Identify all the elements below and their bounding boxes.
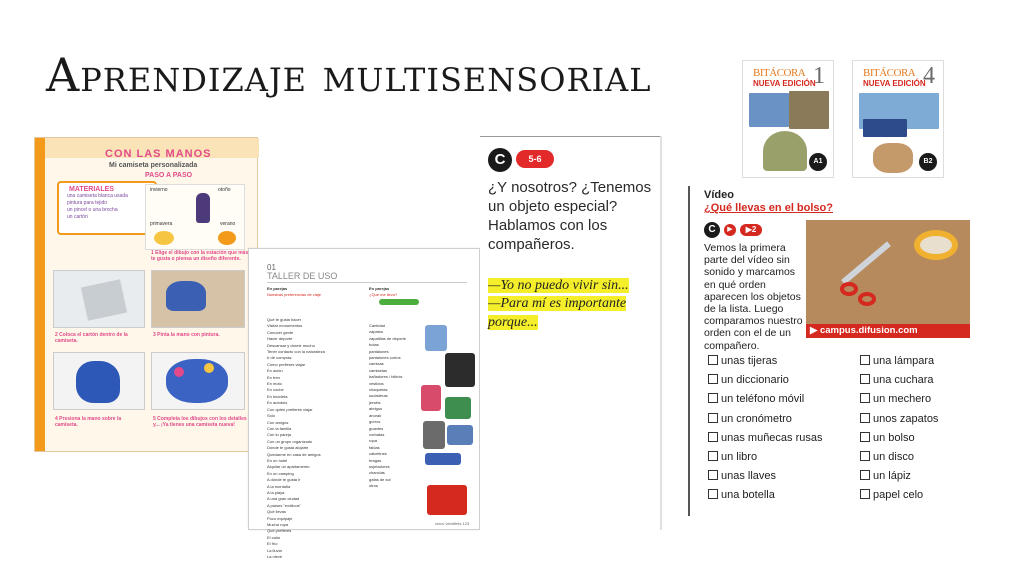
- list-item-label: unas muñecas rusas: [721, 431, 823, 444]
- materials-title: MATERIALES: [69, 186, 114, 193]
- objects-list-right: [860, 352, 938, 506]
- step-caption: 5 Completa los dibujos con los detalles y... ¡Ya tienes una camiseta nueva!: [153, 416, 247, 428]
- list-item-label: pantalones cortos: [369, 355, 401, 361]
- list-item-label: camisetas: [369, 367, 388, 373]
- speech-panel: [480, 136, 664, 530]
- list-item-label: A la montaña: [267, 483, 291, 489]
- activity-badge: 5-6: [516, 150, 554, 168]
- list-item-label: una cuchara: [873, 374, 934, 387]
- materials-item: pintura para tejido: [67, 200, 108, 206]
- dress-image: [421, 385, 441, 411]
- step-photo-tree: [151, 352, 245, 410]
- list-item: [267, 554, 325, 560]
- gloves-image: [425, 453, 461, 465]
- list-item-label: Con amigos: [267, 419, 289, 425]
- video-description: Vemos la primera parte del vídeo sin sonido y marcamos en qué orden aparecen los objetos de la lista. Luego comparamos nuestro orden con el de un compañero.: [704, 242, 803, 352]
- step-caption: 4 Presiona la mano sobre la camiseta.: [55, 416, 122, 428]
- list-item[interactable]: [708, 410, 823, 429]
- checkbox[interactable]: [708, 393, 718, 403]
- coat-image: [423, 421, 445, 449]
- suitcase-image: [427, 485, 467, 515]
- shirt-image: [425, 325, 447, 351]
- step-caption: 2 Coloca el cartón dentro de la camiseta.: [55, 332, 128, 344]
- list-item-label: zapatos: [369, 329, 384, 335]
- status-badge: [379, 299, 419, 305]
- checkbox[interactable]: [860, 432, 870, 442]
- list-item-label: Qué llevas: [267, 509, 286, 515]
- list-item-label: Conocer gente: [267, 329, 294, 335]
- checkbox[interactable]: [708, 432, 718, 442]
- step-caption: 3 Pinta la mano con pintura.: [153, 332, 220, 338]
- cover-edition: NUEVA EDICIÓN: [863, 79, 926, 88]
- list-item-label: En un camping: [267, 470, 294, 476]
- craft-subheading: Mi camiseta personalizada: [109, 162, 198, 169]
- list-item-label: Con quién prefieres viajar: [267, 406, 313, 412]
- list-item-label: En tren: [267, 374, 280, 380]
- list-item-label: bragas: [369, 457, 382, 463]
- video-panel: [688, 186, 978, 516]
- list-item-label: chanclas: [369, 470, 385, 476]
- list-item-label: papel celo: [873, 489, 924, 502]
- list-item-label: Quedarme en casa de amigos: [267, 451, 321, 457]
- list-item-label: un mechero: [873, 393, 932, 406]
- list-item-label: gorros: [369, 419, 381, 425]
- list-item[interactable]: [860, 448, 938, 467]
- list-item-label: En moto: [267, 381, 282, 387]
- list-item-label: camisas: [369, 361, 384, 367]
- jacket-image: [445, 353, 475, 387]
- list-item-label: Qué prefieres: [267, 528, 292, 534]
- checkbox[interactable]: [708, 374, 718, 384]
- speech-answer-2: —Para mí es importante porque...: [488, 296, 627, 330]
- list-item-label: El calor: [267, 534, 281, 540]
- list-item-label: ropa: [369, 438, 378, 444]
- objects-list-left: [708, 352, 823, 506]
- jeans-image: [447, 425, 473, 445]
- list-item-label: En bicicleta: [267, 393, 288, 399]
- book-cover-a1: [742, 60, 834, 178]
- activity-badge: ▶2: [740, 224, 762, 236]
- list-item-label: El frío: [267, 541, 278, 547]
- list-item[interactable]: [708, 467, 823, 486]
- list-item[interactable]: [860, 429, 938, 448]
- checkbox[interactable]: [708, 470, 718, 480]
- steps-title: PASO A PASO: [145, 172, 193, 179]
- craft-heading: CON LAS MANOS: [105, 148, 212, 160]
- materials-item: una camiseta blanca usada: [67, 193, 128, 199]
- list-item-label: Qué te gusta hacer: [267, 317, 302, 322]
- materials-item: un pincel o una brocha: [67, 207, 118, 213]
- list-item[interactable]: [708, 352, 823, 371]
- list-item[interactable]: [860, 410, 938, 429]
- list-item-label: En coche: [267, 387, 284, 393]
- workbook-footer: cinco veintitrés 123: [435, 521, 470, 526]
- checkbox[interactable]: [860, 393, 870, 403]
- list-item: [369, 483, 406, 489]
- list-item-label: Dónde te gusta alojarte: [267, 445, 309, 451]
- list-item-label: sujetadores: [369, 463, 390, 469]
- list-item-label: chaquetas: [369, 387, 388, 393]
- list-item-label: unas llaves: [721, 470, 777, 483]
- list-item-label: Cantidad: [369, 323, 386, 328]
- list-item[interactable]: [708, 371, 823, 390]
- checkbox[interactable]: [708, 413, 718, 423]
- list-item[interactable]: [708, 390, 823, 409]
- cover-title: BITÁCORA: [863, 67, 916, 79]
- flower-icon: [154, 231, 174, 245]
- level-badge: B2: [919, 153, 937, 171]
- cover-edition: NUEVA EDICIÓN: [753, 79, 816, 88]
- workbook-title: TALLER DE USO: [267, 271, 338, 281]
- cover-title: BITÁCORA: [753, 67, 806, 79]
- materials-item: un cartón: [67, 214, 88, 220]
- step-photo-cardboard: [53, 270, 145, 328]
- list-item-label: Con un grupo organizado: [267, 438, 313, 444]
- list-item-label: A la playa: [267, 489, 285, 495]
- list-item-label: un teléfono móvil: [721, 393, 805, 406]
- book-cover-b2: [852, 60, 944, 178]
- checkbox[interactable]: [708, 355, 718, 365]
- workbook-number: 01: [267, 263, 276, 272]
- clothes-list: [369, 323, 406, 490]
- craft-page-image: [34, 137, 258, 452]
- checkbox[interactable]: [860, 413, 870, 423]
- list-item-label: un disco: [873, 451, 914, 464]
- level-badge: A1: [809, 153, 827, 171]
- scissors-tape-photo: [806, 220, 970, 338]
- step-photo-paint: [151, 270, 245, 328]
- list-item-label: En autobús: [267, 400, 288, 406]
- list-item-label: En un hotel: [267, 457, 288, 463]
- list-item-label: pantalones: [369, 348, 389, 354]
- video-label: Vídeo: [704, 189, 734, 201]
- cover-number: 1: [813, 63, 825, 89]
- list-item-label: un cronómetro: [721, 412, 792, 425]
- list-item-label: vestidos: [369, 380, 384, 386]
- checkbox[interactable]: [860, 451, 870, 461]
- list-item-label: guantes: [369, 425, 384, 431]
- list-item-label: Cómo prefieres viajar: [267, 361, 306, 367]
- checkbox[interactable]: [708, 489, 718, 499]
- list-item-label: botas: [369, 342, 379, 348]
- campus-link[interactable]: ▶ campus.difusion.com: [806, 324, 970, 338]
- list-item-label: una lámpara: [873, 355, 935, 367]
- list-item-label: sudaderas: [369, 393, 388, 399]
- list-item-label: una botella: [721, 489, 775, 502]
- list-item-label: jerséis: [369, 399, 381, 405]
- list-item-label: La nieve: [267, 554, 283, 560]
- list-item-label: un bolso: [873, 431, 915, 444]
- c-marker: C: [704, 222, 720, 238]
- list-item-label: A países "exóticos": [267, 502, 301, 508]
- materials-box: [57, 181, 157, 235]
- list-item-label: abrigos: [369, 406, 383, 412]
- list-item-label: faldas: [369, 444, 380, 450]
- hat-image: [445, 397, 471, 419]
- checkbox[interactable]: [860, 355, 870, 365]
- list-item-label: un lápiz: [873, 470, 911, 483]
- list-item[interactable]: [860, 371, 938, 390]
- list-item-label: Mucha ropa: [267, 522, 289, 527]
- checkbox[interactable]: [860, 489, 870, 499]
- tape-icon: [914, 230, 958, 260]
- video-question: ¿Qué llevas en el bolso?: [704, 202, 833, 214]
- checkbox[interactable]: [860, 470, 870, 480]
- list-item-label: calcetines: [369, 451, 387, 457]
- list-item-label: A dónde te gusta ir: [267, 477, 301, 483]
- scissors-icon: [841, 241, 891, 284]
- checkbox[interactable]: [860, 374, 870, 384]
- c-marker: C: [488, 148, 512, 172]
- list-item-label: anorak: [369, 412, 382, 418]
- list-item-label: unos zapatos: [873, 412, 939, 425]
- list-item[interactable]: [708, 448, 823, 467]
- list-item-label: En avión: [267, 368, 283, 374]
- speech-question: ¿Y nosotros? ¿Tenemos un objeto especial? Hablamos con los compañeros.: [488, 179, 652, 253]
- list-item-label: otros: [369, 483, 378, 489]
- workbook-page-image: 01 TALLER DE USO En parejas Nuestras preferencias de viaje En parejas ¿Qué me llevo? Qué te gusta hacer Visitar monumentos Conocer gente Hacer deporte Descansar y dormir mucho Tener contacto con la naturaleza Ir de compras Cómo prefieres viajar En avión En tren En moto En coche En bicicleta En autobús Con quién prefieres viajar Solo Con amigos Con la familia Con tu pareja Con un grupo organizado Dónde te gusta alojarte Quedarme en casa de amigos En un hotel Alquilar un apartamento En un camping A dónde te gusta ir A la montaña A la playa A una gran ciudad A países "exóticos" Qué llevas Poco equipaje Mucha ropa Qué prefieres El calor El frío La lluvia La nieve Cantidad zapatos zapatillas de deporte botas pantalones pantalones cortos camisas camisetas bañadores / bikinis vestidos chaquetas sudaderas jerséis abrigos anorak gorros guantes corbatas ropa faldas calcetines bragas sujetadores chanclas gafas de sol otros cinco veintitrés 123: [248, 248, 480, 530]
- list-item-label: Descansar y dormir mucho: [267, 342, 315, 348]
- step-photo-handprint: [53, 352, 145, 410]
- list-item-label: Con tu pareja: [267, 432, 292, 438]
- play-icon: ▶: [724, 224, 736, 236]
- list-item[interactable]: [708, 486, 823, 505]
- list-item[interactable]: [860, 352, 938, 371]
- list-item[interactable]: [708, 429, 823, 448]
- list-item[interactable]: [860, 486, 938, 505]
- list-item-label: un libro: [721, 451, 758, 464]
- hand-icon: [196, 193, 210, 223]
- list-item-label: Ir de compras: [267, 355, 292, 361]
- list-item-label: bañadores / bikinis: [369, 374, 403, 380]
- list-item[interactable]: [860, 467, 938, 486]
- sun-icon: [218, 231, 236, 245]
- list-item-label: Con la familia: [267, 425, 292, 431]
- list-item-label: gafas de sol: [369, 476, 391, 482]
- list-item-label: Alquilar un apartamento: [267, 464, 310, 470]
- list-item-label: La lluvia: [267, 547, 282, 553]
- list-item-label: Solo: [267, 413, 276, 419]
- list-item[interactable]: [860, 390, 938, 409]
- list-item-label: unas tijeras: [721, 355, 778, 367]
- preferences-list: [267, 317, 325, 560]
- list-item-label: Hacer deporte: [267, 336, 293, 342]
- list-item-label: Visitar monumentos: [267, 323, 303, 329]
- list-item-label: un diccionario: [721, 374, 789, 387]
- list-item-label: corbatas: [369, 431, 385, 437]
- list-item-label: zapatillas de deporte: [369, 335, 406, 341]
- list-item-label: A una gran ciudad: [267, 496, 300, 502]
- cover-number: 4: [923, 63, 935, 89]
- slide-title: Aprendizaje multisensorial: [46, 48, 652, 102]
- step-caption: 1 Elige el dibujo con la estación que más te gusta o piensa un diseño diferente.: [151, 250, 249, 262]
- speech-answer-1: —Yo no puedo vivir sin...: [488, 278, 629, 293]
- list-item-label: Poco equipaje: [267, 515, 293, 521]
- seasons-drawing: invierno otoño primavera verano: [145, 184, 245, 250]
- checkbox[interactable]: [708, 451, 718, 461]
- list-item-label: Tener contacto con la naturaleza: [267, 349, 325, 355]
